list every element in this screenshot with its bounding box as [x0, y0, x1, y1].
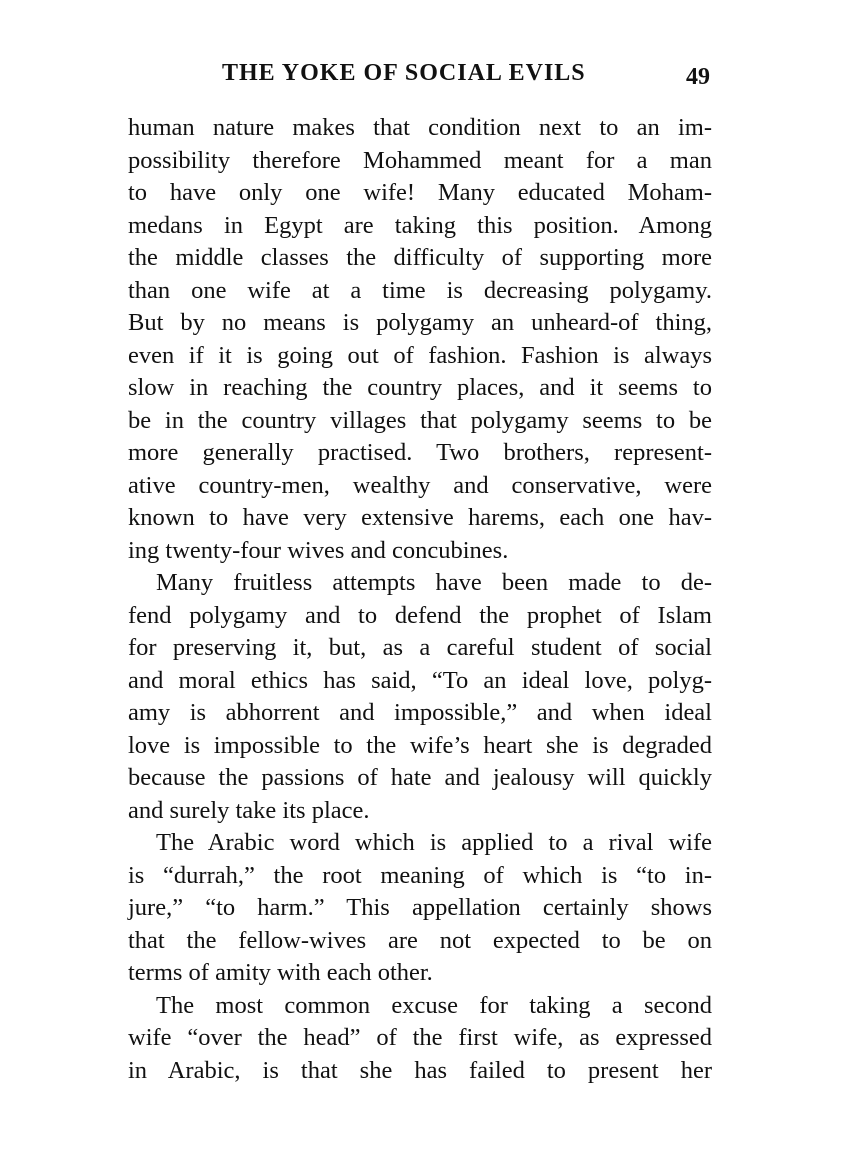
text-line: amy is abhorrent and impossible,” and when ideal: [128, 699, 712, 726]
text-line: ative country-men, wealthy and conservative, were: [128, 471, 712, 499]
text-line: ing twenty-four wives and concubines.: [128, 536, 509, 564]
text-line: than one wife at a time is decreasing polygamy.: [128, 276, 712, 304]
running-header: [130, 60, 710, 96]
running-title: THE YOKE OF SOCIAL EVILS: [222, 60, 586, 86]
text-line: be in the country villages that polygamy seems to be: [128, 406, 712, 434]
text-line: Many fruitless attempts have been made to de-: [156, 569, 712, 596]
text-line: that the fellow-wives are not expected to be on: [128, 926, 712, 954]
paragraph: [128, 990, 712, 1088]
text-line: to have only one wife! Many educated Moham-: [128, 179, 712, 206]
text-line: the middle classes the difficulty of supporting more: [128, 244, 712, 271]
text-line: for preserving it, but, as a careful student of social: [128, 634, 712, 661]
paragraph: [128, 827, 712, 990]
text-line: human nature makes that condition next to an im-: [128, 114, 712, 141]
text-line: and surely take its place.: [128, 796, 370, 824]
text-line: The Arabic word which is applied to a rival wife: [156, 829, 712, 856]
paragraph: [128, 567, 712, 827]
text-line: because the passions of hate and jealousy will quickly: [128, 764, 712, 791]
text-line: known to have very extensive harems, each one hav-: [128, 504, 712, 531]
text-line: wife “over the head” of the first wife, as expressed: [128, 1024, 712, 1051]
text-line: medans in Egypt are taking this position. Among: [128, 211, 712, 239]
text-line: and moral ethics has said, “To an ideal love, polyg-: [128, 666, 712, 694]
text-line: more generally practised. Two brothers, represent-: [128, 439, 712, 466]
text-line: possibility therefore Mohammed meant for a man: [128, 146, 712, 174]
text-line: fend polygamy and to defend the prophet of Islam: [128, 601, 712, 629]
text-line: slow in reaching the country places, and it seems to: [128, 374, 712, 401]
text-line: The most common excuse for taking a second: [156, 991, 712, 1019]
paragraph: [128, 112, 712, 567]
page-number: 49: [686, 64, 710, 90]
body-text: [128, 112, 712, 1087]
text-line: But by no means is polygamy an unheard-of thing,: [128, 309, 712, 336]
text-line: is “durrah,” the root meaning of which is “to in-: [128, 861, 712, 889]
text-line: love is impossible to the wife’s heart she is degraded: [128, 731, 712, 759]
text-line: even if it is going out of fashion. Fashion is always: [128, 341, 712, 369]
text-line: terms of amity with each other.: [128, 959, 433, 986]
text-line: jure,” “to harm.” This appellation certainly shows: [128, 894, 712, 921]
text-line: in Arabic, is that she has failed to present her: [128, 1056, 712, 1084]
